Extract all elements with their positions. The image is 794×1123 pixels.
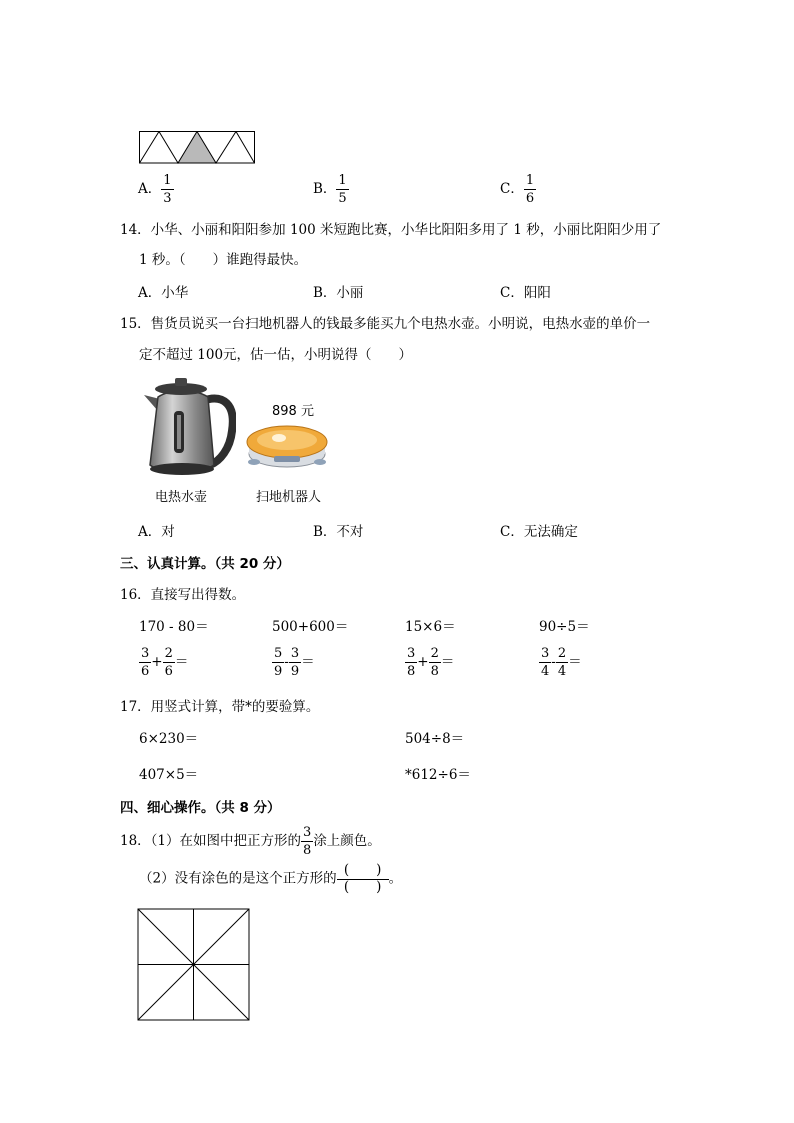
robot-price-label: 898 元	[272, 404, 314, 419]
q13-option-a[interactable]: A． $\frac{1}{3}$	[138, 173, 172, 206]
q16-fraction-item: $\frac{3}{6}$ + $\frac{2}{6}$ ＝	[141, 646, 189, 679]
q13-option-b[interactable]: B． $\frac{1}{5}$	[313, 173, 347, 206]
q17-item: 407×5＝	[139, 767, 199, 783]
q15-question-line1: 15．售货员说买一台扫地机器人的钱最多能买九个电热水壶。小明说，电热水壶的单价一	[120, 316, 651, 332]
q14-question-line1: 14．小华、小丽和阳阳参加 100 米短跑比赛，小华比阳阳多用了 1 秒，小丽比阳阳少用了	[120, 222, 662, 238]
q17-item: 504÷8＝	[405, 731, 465, 747]
answer-fraction-blank[interactable]: $\frac{( )}{( )}$	[337, 864, 389, 894]
divided-square-figure[interactable]	[137, 908, 251, 1022]
q16-title: 16．直接写出得数。	[120, 587, 246, 603]
q15-option-b[interactable]: B．不对	[313, 524, 364, 540]
q15-question-line2: 定不超过 100元，估一估，小明说得（ ）	[139, 347, 413, 363]
q16-fraction-item: $\frac{3}{8}$ + $\frac{2}{8}$ ＝	[407, 646, 455, 679]
q16-item: 90÷5＝	[539, 619, 590, 635]
fraction: $\frac{1}{3}$	[163, 173, 172, 206]
section-4-heading: 四、细心操作。（共 8 分）	[120, 800, 281, 816]
fraction: $\frac{1}{6}$	[525, 173, 535, 206]
q16-fraction-item: $\frac{5}{9}$ - $\frac{3}{9}$ ＝	[274, 646, 315, 679]
robot-vacuum-image	[244, 418, 330, 472]
q16-item: 170 - 80＝	[139, 619, 209, 635]
q16-item: 500+600＝	[272, 619, 349, 635]
q14-option-a[interactable]: A．小华	[138, 285, 189, 301]
q17-item: *612÷6＝	[405, 767, 471, 783]
section-3-heading: 三、认真计算。（共 20 分）	[120, 556, 290, 572]
triangle-strip-figure	[139, 131, 257, 165]
kettle-label: 电热水壶	[155, 490, 208, 505]
q14-option-b[interactable]: B．小丽	[313, 285, 364, 301]
fraction: $\frac{1}{5}$	[338, 173, 347, 206]
q17-item: 6×230＝	[139, 731, 199, 747]
fraction: $\frac{3}{8}$	[303, 825, 312, 858]
electric-kettle-image	[140, 375, 236, 481]
q18-part2: （2）没有涂色的是这个正方形的 $\frac{( )}{( )}$ 。	[139, 862, 403, 895]
q13-option-c[interactable]: C． $\frac{1}{6}$	[500, 173, 535, 206]
q15-option-c[interactable]: C．无法确定	[500, 524, 578, 540]
robot-label: 扫地机器人	[256, 490, 322, 505]
q16-item: 15×6＝	[405, 619, 456, 635]
q17-title: 17．用竖式计算，带*的要验算。	[120, 699, 320, 715]
q14-question-line2: 1 秒。（ ）谁跑得最快。	[139, 252, 308, 268]
q14-option-c[interactable]: C．阳阳	[500, 285, 551, 301]
q15-option-a[interactable]: A．对	[138, 524, 175, 540]
q16-fraction-item: $\frac{3}{4}$ - $\frac{2}{4}$ ＝	[541, 646, 582, 679]
q18-part1: 18．（1）在如图中把正方形的 $\frac{3}{8}$ 涂上颜色。	[120, 825, 381, 858]
